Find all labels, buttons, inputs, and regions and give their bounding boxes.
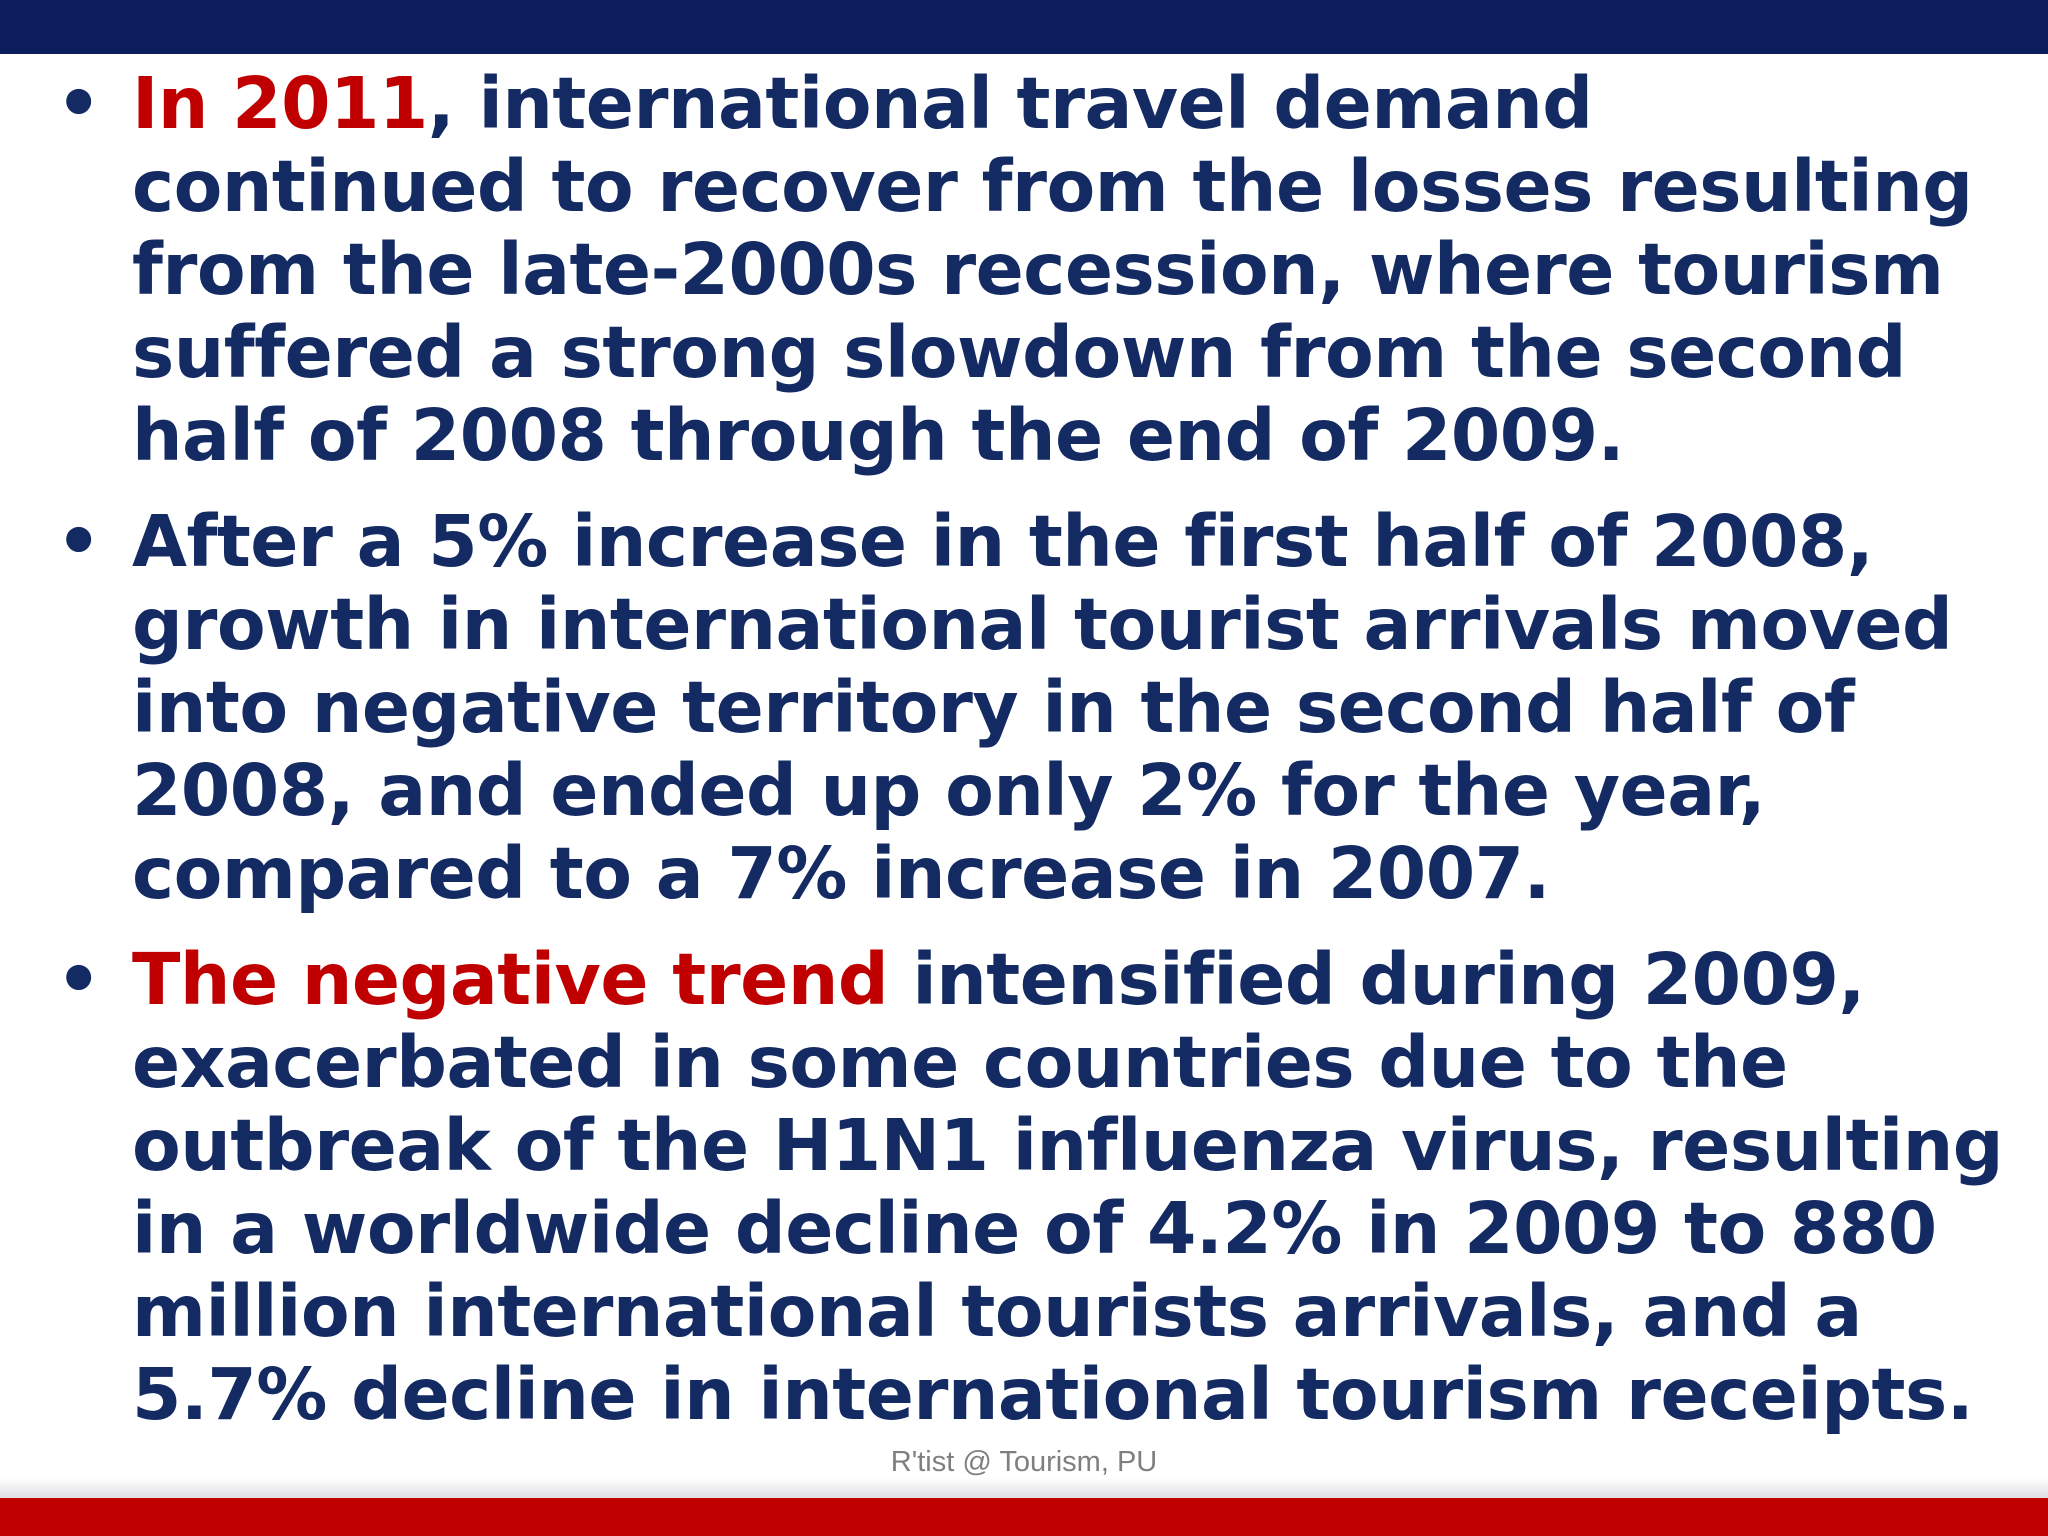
footer-bar [0,1498,2048,1536]
bullet-point-icon: • [56,500,101,583]
bullet-highlight: In 2011 [132,62,428,145]
bullet-text: intensified during 2009, exacerbated in some countries due to the outbreak of the H1N1 influenza virus, resulting in a worldwide decline of 4.2% in 2009 to 880 million international tourists arrivals, and a 5.7% decline in international tourism receipts. [132,938,2004,1436]
bullet-point-icon: • [56,938,101,1021]
bullet-list [0,62,2048,1459]
footer-shadow [0,1478,2048,1498]
bullet-point-icon: • [56,62,101,145]
bullet-text: After a 5% increase in the first half of 2008, growth in international tourist arrivals moved into negative territory in the second half of 2008, and ended up only 2% for the year, compared to a 7% increase in 2007. [132,500,1953,915]
bullet-item-2011-recovery [0,62,2048,477]
bullet-item-2009-decline [0,938,2048,1436]
footer-credit: R'tist @ Tourism, PU [890,1446,1158,1478]
bullet-item-2008-growth [0,500,2048,915]
header-bar [0,0,2048,54]
bullet-text: , international travel demand continued to recover from the losses resulting from the late-2000s recession, where tourism suffered a strong slowdown from the second half of 2008 through the end of 2009. [132,62,1973,477]
bullet-highlight: The negative trend [132,938,889,1021]
